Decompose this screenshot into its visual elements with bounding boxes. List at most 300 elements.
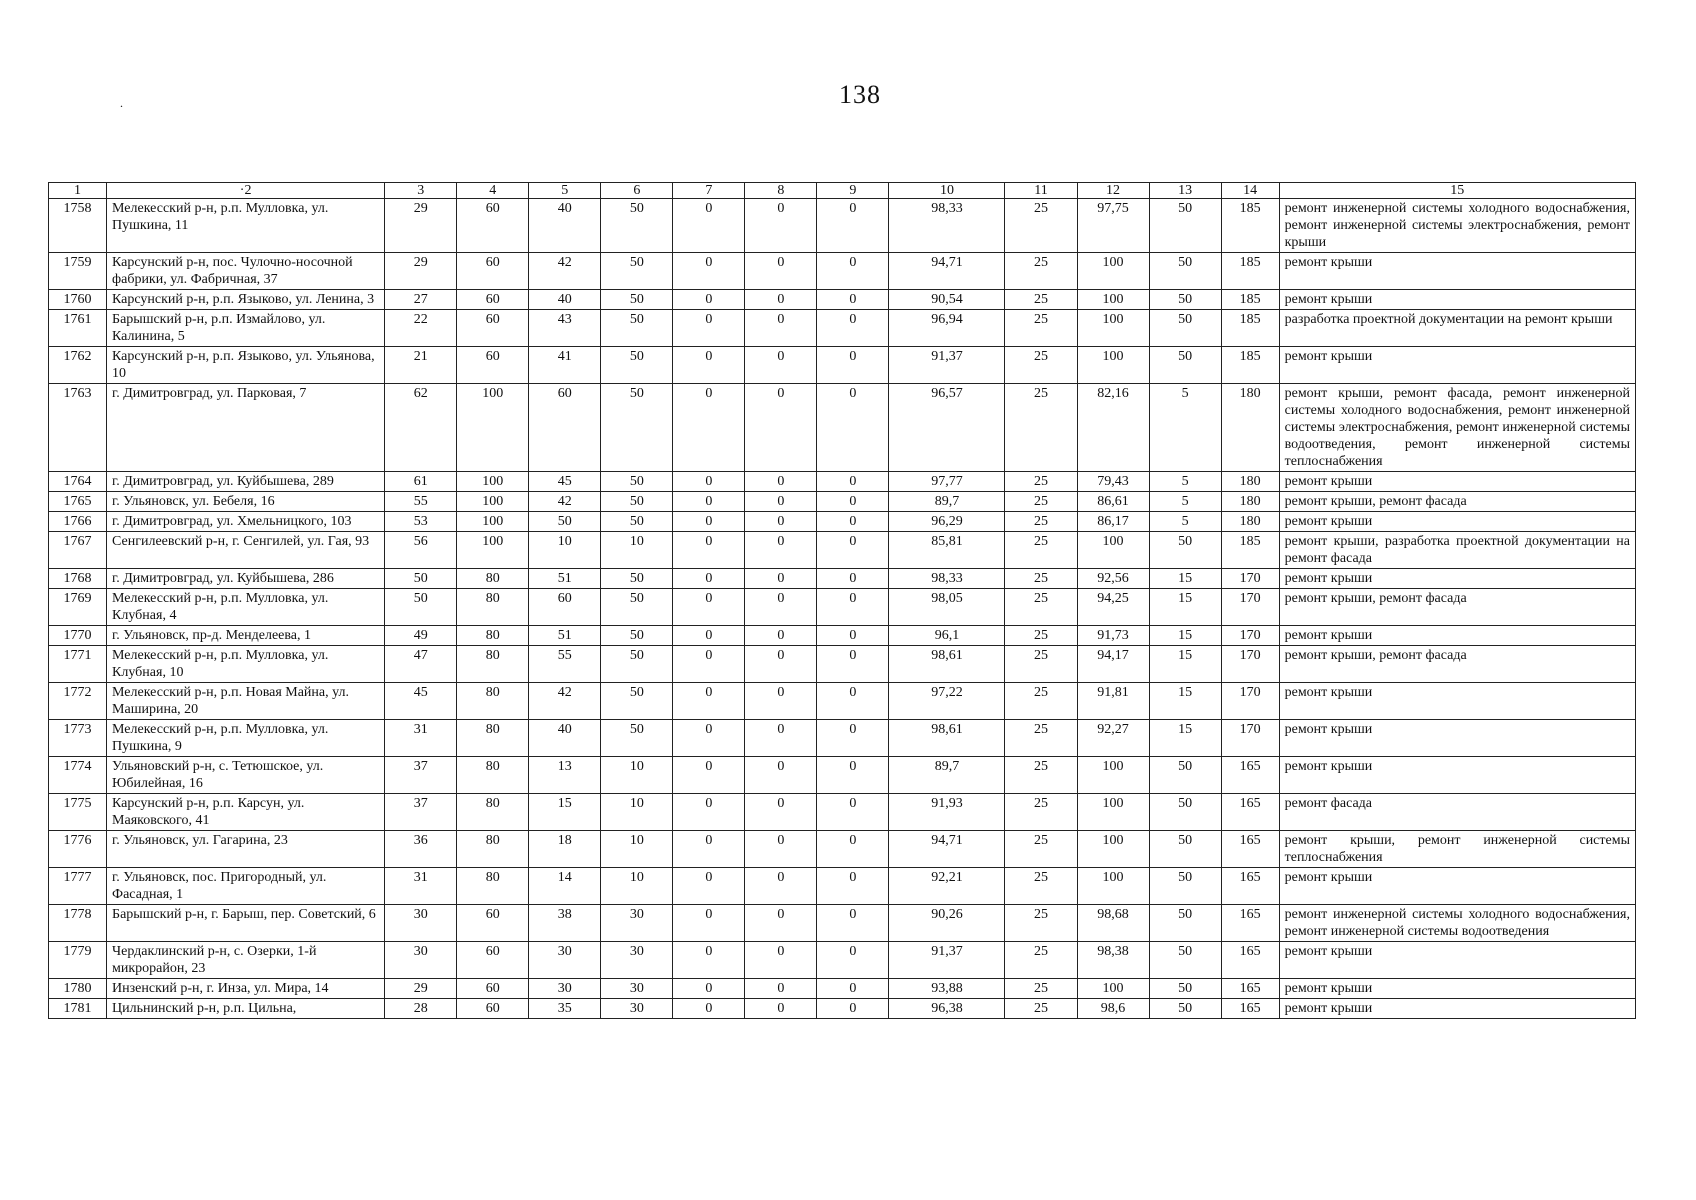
table-cell: 0 — [817, 720, 889, 757]
table-cell: 165 — [1221, 979, 1279, 999]
table-cell: 51 — [529, 626, 601, 646]
table-cell: 0 — [817, 868, 889, 905]
column-number-header: 9 — [817, 183, 889, 199]
table-cell: 100 — [1077, 347, 1149, 384]
table-cell: 15 — [1149, 569, 1221, 589]
table-cell: 80 — [457, 569, 529, 589]
work-type-cell: ремонт крыши — [1279, 979, 1635, 999]
table-cell: 94,25 — [1077, 589, 1149, 626]
table-cell: 0 — [673, 310, 745, 347]
table-cell: 170 — [1221, 589, 1279, 626]
table-cell: 50 — [601, 290, 673, 310]
table-cell: 0 — [673, 384, 745, 472]
row-number-cell: 1778 — [49, 905, 107, 942]
table-cell: 180 — [1221, 472, 1279, 492]
table-cell: 0 — [745, 794, 817, 831]
table-cell: 50 — [1149, 905, 1221, 942]
table-cell: 15 — [1149, 626, 1221, 646]
table-cell: 41 — [529, 347, 601, 384]
table-cell: 10 — [601, 532, 673, 569]
table-header-row — [49, 183, 1636, 199]
table-cell: 60 — [457, 199, 529, 253]
table-cell: 30 — [385, 942, 457, 979]
table-cell: 85,81 — [889, 532, 1005, 569]
table-cell: 47 — [385, 646, 457, 683]
table-cell: 50 — [1149, 794, 1221, 831]
row-number-cell: 1775 — [49, 794, 107, 831]
table-cell: 40 — [529, 290, 601, 310]
table-cell: 50 — [601, 310, 673, 347]
table-row — [49, 492, 1636, 512]
table-cell: 25 — [1005, 868, 1077, 905]
table-cell: 0 — [745, 310, 817, 347]
table-cell: 25 — [1005, 646, 1077, 683]
table-cell: 42 — [529, 253, 601, 290]
table-cell: 96,94 — [889, 310, 1005, 347]
column-number-header: 8 — [745, 183, 817, 199]
table-cell: 55 — [385, 492, 457, 512]
column-number-header: 14 — [1221, 183, 1279, 199]
table-cell: 5 — [1149, 492, 1221, 512]
table-row — [49, 646, 1636, 683]
table-cell: 0 — [817, 905, 889, 942]
work-type-cell: ремонт крыши — [1279, 512, 1635, 532]
table-cell: 94,71 — [889, 831, 1005, 868]
table-cell: 86,61 — [1077, 492, 1149, 512]
table-cell: 98,61 — [889, 720, 1005, 757]
table-row — [49, 626, 1636, 646]
table-cell: 25 — [1005, 199, 1077, 253]
work-type-cell: ремонт крыши, разработка проектной документации на ремонт фасада — [1279, 532, 1635, 569]
table-cell: 80 — [457, 757, 529, 794]
table-cell: 0 — [745, 512, 817, 532]
table-cell: 60 — [529, 589, 601, 626]
table-cell: 80 — [457, 646, 529, 683]
work-type-cell: ремонт инженерной системы холодного водоснабжения, ремонт инженерной системы электроснабжения, ремонт крыши — [1279, 199, 1635, 253]
table-cell: 96,57 — [889, 384, 1005, 472]
row-number-cell: 1763 — [49, 384, 107, 472]
table-cell: 25 — [1005, 512, 1077, 532]
table-cell: 180 — [1221, 384, 1279, 472]
row-number-cell: 1760 — [49, 290, 107, 310]
table-cell: 0 — [745, 347, 817, 384]
table-cell: 0 — [745, 532, 817, 569]
row-number-cell: 1765 — [49, 492, 107, 512]
table-cell: 82,16 — [1077, 384, 1149, 472]
table-cell: 25 — [1005, 589, 1077, 626]
table-cell: 98,68 — [1077, 905, 1149, 942]
table-cell: 30 — [601, 979, 673, 999]
table-cell: 50 — [601, 253, 673, 290]
table-cell: 21 — [385, 347, 457, 384]
table-cell: 0 — [673, 683, 745, 720]
table-cell: 13 — [529, 757, 601, 794]
table-cell: 100 — [1077, 979, 1149, 999]
table-cell: 100 — [1077, 532, 1149, 569]
table-cell: 0 — [673, 253, 745, 290]
table-cell: 25 — [1005, 253, 1077, 290]
table-cell: 91,81 — [1077, 683, 1149, 720]
table-cell: 0 — [745, 646, 817, 683]
work-type-cell: ремонт крыши — [1279, 472, 1635, 492]
table-cell: 14 — [529, 868, 601, 905]
table-cell: 25 — [1005, 794, 1077, 831]
table-cell: 90,54 — [889, 290, 1005, 310]
table-cell: 100 — [1077, 794, 1149, 831]
table-cell: 165 — [1221, 942, 1279, 979]
row-number-cell: 1773 — [49, 720, 107, 757]
row-number-cell: 1758 — [49, 199, 107, 253]
table-cell: 50 — [1149, 347, 1221, 384]
table-cell: 0 — [745, 199, 817, 253]
table-cell: 0 — [673, 569, 745, 589]
table-cell: 100 — [457, 492, 529, 512]
address-cell: г. Димитровград, ул. Парковая, 7 — [107, 384, 385, 472]
address-cell: Карсунский р-н, р.п. Языково, ул. Ленина, 3 — [107, 290, 385, 310]
table-cell: 80 — [457, 589, 529, 626]
table-cell: 25 — [1005, 683, 1077, 720]
table-cell: 180 — [1221, 512, 1279, 532]
table-cell: 98,33 — [889, 569, 1005, 589]
table-cell: 50 — [601, 492, 673, 512]
table-cell: 43 — [529, 310, 601, 347]
table-cell: 49 — [385, 626, 457, 646]
address-cell: Сенгилеевский р-н, г. Сенгилей, ул. Гая, 93 — [107, 532, 385, 569]
table-cell: 50 — [1149, 532, 1221, 569]
table-cell: 10 — [601, 868, 673, 905]
table-cell: 80 — [457, 794, 529, 831]
table-cell: 0 — [673, 290, 745, 310]
table-cell: 25 — [1005, 905, 1077, 942]
work-type-cell: ремонт крыши, ремонт фасада — [1279, 646, 1635, 683]
work-type-cell: ремонт крыши, ремонт инженерной системы теплоснабжения — [1279, 831, 1635, 868]
table-cell: 165 — [1221, 757, 1279, 794]
work-type-cell: ремонт крыши, ремонт фасада — [1279, 492, 1635, 512]
table-cell: 53 — [385, 512, 457, 532]
work-type-cell: ремонт крыши — [1279, 868, 1635, 905]
work-type-cell: ремонт крыши — [1279, 757, 1635, 794]
table-cell: 0 — [745, 472, 817, 492]
address-cell: г. Димитровград, ул. Куйбышева, 289 — [107, 472, 385, 492]
address-cell: Карсунский р-н, р.п. Языково, ул. Ульянова, 10 — [107, 347, 385, 384]
table-row — [49, 683, 1636, 720]
table-cell: 0 — [817, 569, 889, 589]
table-cell: 180 — [1221, 492, 1279, 512]
table-cell: 80 — [457, 683, 529, 720]
column-number-header: 10 — [889, 183, 1005, 199]
table-cell: 97,75 — [1077, 199, 1149, 253]
column-number-header: 4 — [457, 183, 529, 199]
table-cell: 0 — [673, 942, 745, 979]
table-cell: 51 — [529, 569, 601, 589]
page-number: 138 — [839, 80, 881, 109]
table-cell: 55 — [529, 646, 601, 683]
table-cell: 25 — [1005, 757, 1077, 794]
work-type-cell: ремонт крыши — [1279, 253, 1635, 290]
table-cell: 25 — [1005, 626, 1077, 646]
address-cell: Инзенский р-н, г. Инза, ул. Мира, 14 — [107, 979, 385, 999]
table-cell: 30 — [529, 942, 601, 979]
table-cell: 165 — [1221, 794, 1279, 831]
work-type-cell: разработка проектной документации на ремонт крыши — [1279, 310, 1635, 347]
table-cell: 30 — [601, 942, 673, 979]
table-cell: 100 — [1077, 290, 1149, 310]
table-cell: 50 — [1149, 199, 1221, 253]
table-cell: 30 — [601, 999, 673, 1019]
table-cell: 25 — [1005, 720, 1077, 757]
table-cell: 10 — [601, 831, 673, 868]
table-cell: 185 — [1221, 310, 1279, 347]
table-cell: 80 — [457, 831, 529, 868]
table-cell: 50 — [1149, 868, 1221, 905]
table-cell: 0 — [817, 979, 889, 999]
table-cell: 0 — [817, 472, 889, 492]
row-number-cell: 1769 — [49, 589, 107, 626]
table-cell: 100 — [457, 384, 529, 472]
address-cell: Мелекесский р-н, р.п. Новая Майна, ул. Маширина, 20 — [107, 683, 385, 720]
row-number-cell: 1764 — [49, 472, 107, 492]
table-cell: 165 — [1221, 999, 1279, 1019]
address-cell: Мелекесский р-н, р.п. Мулловка, ул. Клубная, 4 — [107, 589, 385, 626]
table-cell: 50 — [385, 569, 457, 589]
table-cell: 29 — [385, 253, 457, 290]
table-cell: 170 — [1221, 626, 1279, 646]
table-cell: 97,22 — [889, 683, 1005, 720]
table-cell: 18 — [529, 831, 601, 868]
row-number-cell: 1770 — [49, 626, 107, 646]
table-cell: 25 — [1005, 831, 1077, 868]
table-cell: 45 — [529, 472, 601, 492]
table-cell: 50 — [601, 384, 673, 472]
table-cell: 0 — [745, 384, 817, 472]
table-cell: 5 — [1149, 472, 1221, 492]
table-cell: 91,37 — [889, 942, 1005, 979]
table-cell: 0 — [817, 683, 889, 720]
table-cell: 25 — [1005, 532, 1077, 569]
table-cell: 50 — [1149, 999, 1221, 1019]
table-cell: 27 — [385, 290, 457, 310]
address-cell: Мелекесский р-н, р.п. Мулловка, ул. Пушкина, 11 — [107, 199, 385, 253]
table-cell: 91,37 — [889, 347, 1005, 384]
address-cell: Цильнинский р-н, р.п. Цильна, — [107, 999, 385, 1019]
table-cell: 0 — [745, 683, 817, 720]
table-cell: 40 — [529, 720, 601, 757]
row-number-cell: 1771 — [49, 646, 107, 683]
table-cell: 94,71 — [889, 253, 1005, 290]
table-cell: 0 — [745, 569, 817, 589]
table-cell: 170 — [1221, 720, 1279, 757]
table-cell: 93,88 — [889, 979, 1005, 999]
address-cell: г. Ульяновск, пос. Пригородный, ул. Фасадная, 1 — [107, 868, 385, 905]
table-cell: 37 — [385, 794, 457, 831]
table-cell: 0 — [673, 831, 745, 868]
table-cell: 29 — [385, 979, 457, 999]
table-cell: 91,73 — [1077, 626, 1149, 646]
column-number-header: ·2 — [107, 183, 385, 199]
table-cell: 0 — [673, 720, 745, 757]
table-cell: 29 — [385, 199, 457, 253]
table-cell: 30 — [529, 979, 601, 999]
work-type-cell: ремонт крыши — [1279, 683, 1635, 720]
table-cell: 60 — [529, 384, 601, 472]
table-cell: 0 — [745, 492, 817, 512]
table-cell: 50 — [385, 589, 457, 626]
table-cell: 0 — [745, 290, 817, 310]
table-row — [49, 384, 1636, 472]
table-row — [49, 831, 1636, 868]
work-type-cell: ремонт крыши, ремонт фасада, ремонт инженерной системы холодного водоснабжения, ремонт инженерной системы электроснабжения, ремонт инженерной системы водоотведения, ремонт инженерной системы теплоснабжения — [1279, 384, 1635, 472]
table-cell: 25 — [1005, 472, 1077, 492]
table-cell: 30 — [385, 905, 457, 942]
table-cell: 42 — [529, 492, 601, 512]
work-type-cell: ремонт крыши — [1279, 290, 1635, 310]
table-cell: 0 — [745, 589, 817, 626]
table-cell: 185 — [1221, 532, 1279, 569]
table-row — [49, 942, 1636, 979]
row-number-cell: 1781 — [49, 999, 107, 1019]
table-cell: 0 — [745, 757, 817, 794]
row-number-cell: 1768 — [49, 569, 107, 589]
table-cell: 185 — [1221, 290, 1279, 310]
row-number-cell: 1762 — [49, 347, 107, 384]
table-row — [49, 569, 1636, 589]
table-cell: 50 — [1149, 942, 1221, 979]
address-cell: г. Ульяновск, пр-д. Менделеева, 1 — [107, 626, 385, 646]
table-cell: 92,56 — [1077, 569, 1149, 589]
table-cell: 50 — [601, 589, 673, 626]
table-cell: 15 — [1149, 646, 1221, 683]
work-type-cell: ремонт инженерной системы холодного водоснабжения, ремонт инженерной системы водоотведения — [1279, 905, 1635, 942]
column-number-header: 11 — [1005, 183, 1077, 199]
table-row — [49, 532, 1636, 569]
table-cell: 92,27 — [1077, 720, 1149, 757]
table-row — [49, 794, 1636, 831]
table-cell: 0 — [817, 384, 889, 472]
table-cell: 60 — [457, 942, 529, 979]
column-number-header: 7 — [673, 183, 745, 199]
table-cell: 10 — [529, 532, 601, 569]
table-cell: 0 — [817, 492, 889, 512]
address-cell: Ульяновский р-н, с. Тетюшское, ул. Юбилейная, 16 — [107, 757, 385, 794]
table-cell: 91,93 — [889, 794, 1005, 831]
table-row — [49, 310, 1636, 347]
table-cell: 96,29 — [889, 512, 1005, 532]
table-cell: 25 — [1005, 979, 1077, 999]
table-cell: 0 — [817, 646, 889, 683]
table-cell: 0 — [745, 905, 817, 942]
row-number-cell: 1779 — [49, 942, 107, 979]
table-row — [49, 999, 1636, 1019]
address-cell: Барышский р-н, р.п. Измайлово, ул. Калинина, 5 — [107, 310, 385, 347]
work-type-cell: ремонт крыши — [1279, 942, 1635, 979]
table-cell: 94,17 — [1077, 646, 1149, 683]
table-row — [49, 253, 1636, 290]
table-cell: 0 — [817, 942, 889, 979]
table-row — [49, 472, 1636, 492]
table-cell: 25 — [1005, 942, 1077, 979]
table-cell: 15 — [1149, 720, 1221, 757]
address-cell: Карсунский р-н, пос. Чулочно-носочной фабрики, ул. Фабричная, 37 — [107, 253, 385, 290]
table-cell: 86,17 — [1077, 512, 1149, 532]
table-cell: 100 — [1077, 868, 1149, 905]
table-cell: 60 — [457, 905, 529, 942]
table-cell: 60 — [457, 310, 529, 347]
table-cell: 50 — [1149, 979, 1221, 999]
table-cell: 0 — [817, 589, 889, 626]
table-cell: 0 — [673, 794, 745, 831]
column-number-header: 13 — [1149, 183, 1221, 199]
table-cell: 165 — [1221, 868, 1279, 905]
row-number-cell: 1759 — [49, 253, 107, 290]
table-cell: 0 — [673, 589, 745, 626]
work-type-cell: ремонт крыши — [1279, 999, 1635, 1019]
table-cell: 92,21 — [889, 868, 1005, 905]
table-cell: 15 — [1149, 683, 1221, 720]
table-cell: 50 — [601, 626, 673, 646]
table-cell: 0 — [817, 310, 889, 347]
table-cell: 0 — [817, 347, 889, 384]
column-number-header: 5 — [529, 183, 601, 199]
table-cell: 80 — [457, 626, 529, 646]
housing-repair-table — [48, 182, 1636, 1019]
table-cell: 0 — [745, 942, 817, 979]
table-cell: 165 — [1221, 831, 1279, 868]
table-cell: 50 — [1149, 757, 1221, 794]
work-type-cell: ремонт крыши — [1279, 569, 1635, 589]
table-cell: 60 — [457, 290, 529, 310]
table-cell: 0 — [673, 757, 745, 794]
table-row — [49, 979, 1636, 999]
table-cell: 31 — [385, 720, 457, 757]
address-cell: г. Димитровград, ул. Куйбышева, 286 — [107, 569, 385, 589]
table-cell: 170 — [1221, 646, 1279, 683]
table-cell: 50 — [1149, 290, 1221, 310]
table-cell: 35 — [529, 999, 601, 1019]
table-cell: 50 — [1149, 253, 1221, 290]
table-cell: 98,61 — [889, 646, 1005, 683]
table-cell: 0 — [745, 720, 817, 757]
table-cell: 96,38 — [889, 999, 1005, 1019]
table-cell: 25 — [1005, 384, 1077, 472]
table-cell: 56 — [385, 532, 457, 569]
table-cell: 50 — [1149, 310, 1221, 347]
table-row — [49, 512, 1636, 532]
row-number-cell: 1776 — [49, 831, 107, 868]
table-cell: 15 — [529, 794, 601, 831]
table-cell: 170 — [1221, 569, 1279, 589]
table-cell: 28 — [385, 999, 457, 1019]
table-cell: 30 — [601, 905, 673, 942]
table-cell: 185 — [1221, 253, 1279, 290]
table-cell: 0 — [817, 831, 889, 868]
table-cell: 98,38 — [1077, 942, 1149, 979]
table-cell: 0 — [745, 999, 817, 1019]
table-cell: 100 — [1077, 831, 1149, 868]
table-cell: 25 — [1005, 492, 1077, 512]
table-cell: 50 — [601, 646, 673, 683]
table-cell: 100 — [1077, 253, 1149, 290]
table-cell: 25 — [1005, 310, 1077, 347]
table-cell: 0 — [673, 905, 745, 942]
table-cell: 25 — [1005, 569, 1077, 589]
table-cell: 0 — [817, 999, 889, 1019]
table-cell: 90,26 — [889, 905, 1005, 942]
table-cell: 98,05 — [889, 589, 1005, 626]
table-cell: 0 — [673, 472, 745, 492]
table-cell: 0 — [745, 626, 817, 646]
row-number-cell: 1780 — [49, 979, 107, 999]
table-cell: 98,33 — [889, 199, 1005, 253]
